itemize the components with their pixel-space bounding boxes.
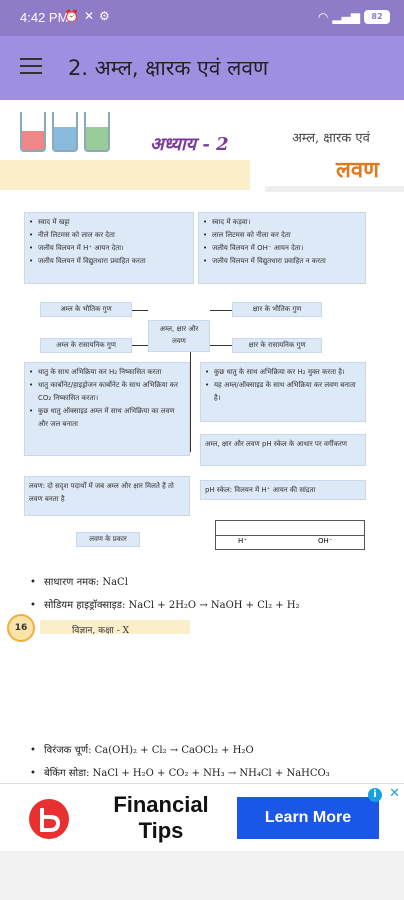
list-item: • जलीय विलयन में OH⁻ आयन देता।	[203, 242, 361, 255]
system-nav-bar	[0, 851, 404, 900]
chapter-number: अध्याय - 2	[150, 134, 229, 155]
list-item: • स्वाद में खट्टा	[29, 216, 189, 229]
list-item: • लाल लिटमस को नीला कर देता	[203, 229, 361, 242]
list-item: • कुछ धातु ऑक्साइड अम्ल में साथ अभिक्रिया का लवण और जल बनाता	[29, 405, 185, 431]
battery-icon: 82	[364, 10, 390, 24]
connector-line	[210, 310, 232, 311]
system-icons	[318, 10, 390, 24]
settings-icon: ⚙	[99, 9, 110, 23]
list-item: • सोडियम हाइड्रॉक्साइड: NaCl + 2H₂O → NaOH + Cl₂ + H₂	[30, 600, 300, 611]
beaker-image	[52, 112, 78, 152]
list-item: • विरंजक चूर्ण: Ca(OH)₂ + Cl₂ → CaOCl₂ + H₂O	[30, 745, 254, 756]
salt-definition-box: लवण: दो सदृश पदार्थों में जब अम्ल और क्षार मिलते हैं तो लवण बनता है	[24, 476, 190, 516]
list-item: • नीले लिटमस को लाल कर देता	[29, 229, 189, 242]
ph-scale-diagram	[215, 520, 365, 550]
acid-properties-box	[24, 212, 194, 284]
ph-classification-box: अम्ल, क्षार और लवण pH स्केल के आधार पर वर्गीकरण	[200, 434, 366, 466]
page-number-badge: 16	[7, 614, 35, 642]
list-item: • धातु के साथ अभिक्रिया कर H₂ निष्कासित करता	[29, 366, 185, 379]
connector-line	[190, 352, 191, 452]
list-item: • जलीय विलयन में विद्युतधारा प्रवाहित करता	[29, 255, 189, 268]
ph-right-label: OH⁻	[318, 537, 333, 545]
list-item: • धातु कार्बोनेट/हाइड्रोजन कार्बोनेट के साथ अभिक्रिया कर CO₂ निष्कासित करता।	[29, 379, 185, 405]
ad-info-icon[interactable]: i	[368, 788, 382, 802]
header-band-right	[265, 186, 404, 192]
acid-chemical-box	[24, 362, 190, 456]
chapter-subtitle: अम्ल, क्षारक एवं	[292, 131, 370, 146]
ph-definition-box: pH स्केल: विलयन में H⁺ आयन की सांद्रता	[200, 480, 366, 500]
page-title: 2. अम्ल, क्षारक एवं लवण	[68, 56, 269, 80]
list-item: • साधारण नमक: NaCl	[30, 577, 128, 588]
beaker-image	[84, 112, 110, 152]
base-chemical-label: क्षार के रासायनिक गुण	[232, 338, 322, 353]
wifi-icon: ◠	[317, 10, 329, 24]
base-physical-label: क्षार के भौतिक गुण	[232, 302, 322, 317]
signal-icon: ▂▄▆	[332, 10, 360, 24]
footer-text: विज्ञान, कक्षा - X	[72, 626, 130, 636]
status-bar	[0, 0, 404, 36]
mute-icon: ✕	[83, 9, 95, 23]
ph-left-label: H⁺	[238, 537, 247, 545]
salt-types-label: लवण के प्रकार	[76, 532, 140, 547]
salt-list	[30, 574, 300, 620]
center-node: अम्ल, क्षार और लवण	[148, 320, 210, 352]
beaker-image	[20, 112, 46, 152]
app-bar	[0, 36, 404, 100]
list-item: • जलीय विलयन में विद्युतधारा प्रवाहित न करता	[203, 255, 361, 268]
connector-line	[132, 345, 148, 346]
list-item: • बेकिंग सोडा: NaCl + H₂O + CO₂ + NH₃ → NH₄Cl + NaHCO₃	[30, 768, 330, 779]
menu-icon[interactable]	[20, 58, 42, 76]
acid-physical-label: अम्ल के भौतिक गुण	[40, 302, 132, 317]
header-band	[0, 160, 250, 190]
base-chemical-box	[200, 362, 366, 422]
ad-logo-icon	[28, 798, 70, 840]
status-time: 4:42 PM	[20, 10, 69, 25]
ad-title[interactable]: Financial Tips	[113, 792, 209, 843]
compound-list	[30, 742, 330, 783]
list-item: • यह अम्ल/ऑक्साइड के साथ अभिक्रिया कर लवण बनाता है।	[205, 379, 361, 405]
list-item: • जलीय विलयन में H⁺ आयन देता।	[29, 242, 189, 255]
chapter-title: लवण	[336, 157, 380, 183]
connector-line	[210, 345, 232, 346]
book-page[interactable]	[0, 100, 404, 783]
base-properties-box	[198, 212, 366, 284]
notification-icons	[64, 9, 110, 23]
list-item: • कुछ धातु के साथ अभिक्रिया कर H₂ मुक्त करता है।	[205, 366, 361, 379]
ad-close-icon[interactable]: ✕	[389, 786, 400, 801]
ad-banner[interactable]	[0, 783, 404, 851]
acid-chemical-label: अम्ल के रासायनिक गुण	[40, 338, 132, 353]
connector-line	[132, 310, 148, 311]
list-item: • स्वाद में कड़वा।	[203, 216, 361, 229]
learn-more-button[interactable]: Learn More	[237, 797, 379, 839]
alarm-icon: ⏰	[64, 9, 79, 23]
